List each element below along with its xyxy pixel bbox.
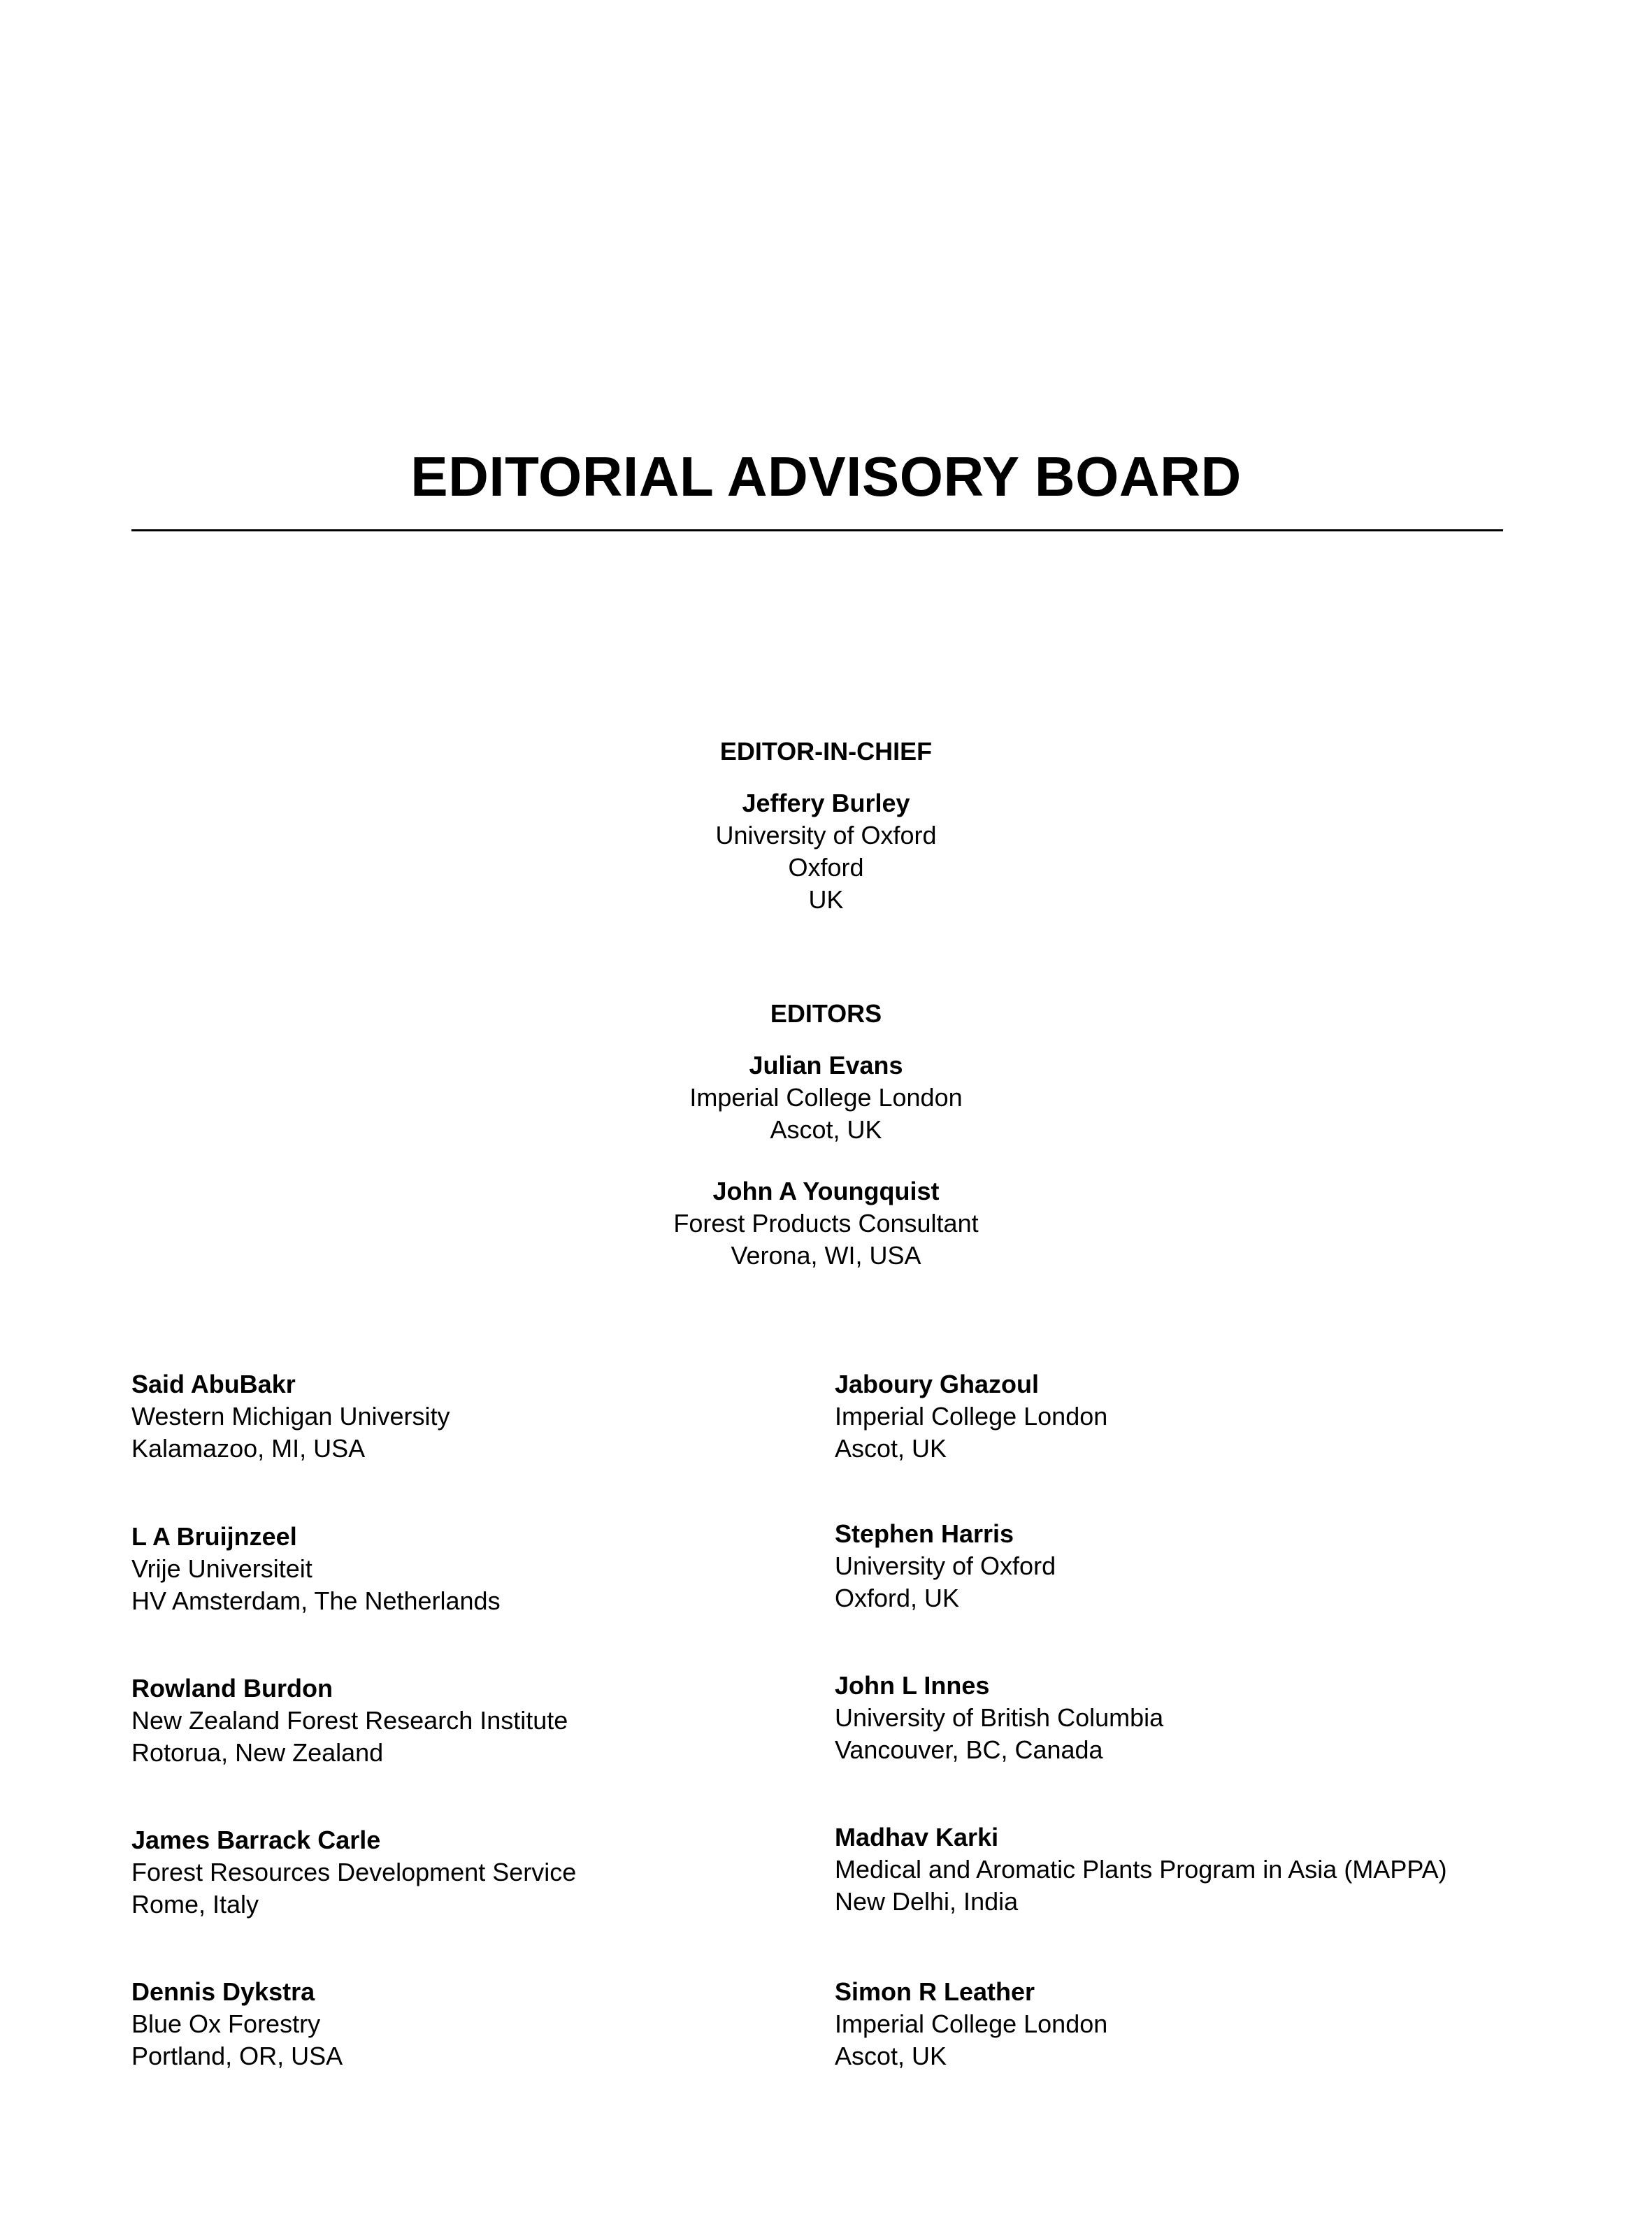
board-member-institution: Forest Resources Development Service: [131, 1858, 577, 1886]
board-member: [835, 1670, 1163, 1766]
editor-location: Ascot, UK: [770, 1115, 882, 1144]
board-member-location: Rome, Italy: [131, 1890, 259, 1919]
editor-location: Verona, WI, USA: [731, 1241, 921, 1270]
board-member-name: Jaboury Ghazoul: [835, 1370, 1040, 1398]
board-member-name: Madhav Karki: [835, 1823, 999, 1851]
board-member-name: Said AbuBakr: [131, 1370, 296, 1398]
editors-heading: EDITORS: [770, 999, 882, 1028]
editors-section: [0, 998, 1652, 1272]
title-divider: [131, 529, 1503, 531]
editor-in-chief-name: Jeffery Burley: [742, 789, 910, 817]
editor-entry: [0, 1175, 1652, 1272]
board-member-location: Oxford, UK: [835, 1584, 960, 1612]
board-member: [835, 1976, 1107, 2072]
editor-name: John A Youngquist: [712, 1177, 940, 1205]
board-member-institution: Imperial College London: [835, 1402, 1108, 1431]
board-member-institution: Blue Ox Forestry: [131, 2009, 321, 2038]
editor-in-chief-section: [0, 736, 1652, 916]
editor-in-chief-country: UK: [808, 885, 844, 914]
board-member-location: Rotorua, New Zealand: [131, 1738, 384, 1767]
board-member-name: Rowland Burdon: [131, 1674, 333, 1703]
board-member: [835, 1821, 1447, 1918]
board-member: [835, 1368, 1107, 1465]
editor-institution: Forest Products Consultant: [673, 1209, 979, 1238]
board-member-location: Ascot, UK: [835, 1434, 947, 1463]
board-member-location: Vancouver, BC, Canada: [835, 1735, 1103, 1764]
board-member-institution: University of Oxford: [835, 1551, 1056, 1580]
board-member-name: John L Innes: [835, 1671, 990, 1700]
board-member-name: Dennis Dykstra: [131, 1977, 315, 2006]
board-member: [835, 1518, 1056, 1614]
board-member-name: James Barrack Carle: [131, 1826, 381, 1854]
board-member-location: Kalamazoo, MI, USA: [131, 1434, 366, 1463]
board-member-institution: Medical and Aromatic Plants Program in Asia (MAPPA): [835, 1855, 1447, 1884]
editor-in-chief-institution: University of Oxford: [715, 821, 937, 850]
board-member-institution: New Zealand Forest Research Institute: [131, 1706, 568, 1735]
board-member-location: New Delhi, India: [835, 1887, 1019, 1916]
editor-name: Julian Evans: [749, 1051, 903, 1080]
board-member-location: Portland, OR, USA: [131, 2042, 343, 2070]
editor-entry: [0, 1049, 1652, 1146]
board-member-institution: Imperial College London: [835, 2009, 1108, 2038]
board-member: [131, 1368, 450, 1465]
editor-in-chief-entry: [0, 787, 1652, 916]
board-left-column: [131, 1368, 831, 2070]
board-member: [131, 1976, 343, 2072]
board-member: [131, 1521, 501, 1617]
board-member-institution: Vrije Universiteit: [131, 1554, 313, 1583]
editor-in-chief-heading: EDITOR-IN-CHIEF: [719, 737, 933, 766]
board-member: [131, 1672, 568, 1769]
editor-institution: Imperial College London: [689, 1083, 963, 1112]
board-member-institution: University of British Columbia: [835, 1703, 1164, 1732]
board-member-name: L A Bruijnzeel: [131, 1522, 297, 1551]
board-right-column: [835, 1368, 1534, 2070]
board-member-name: Stephen Harris: [835, 1519, 1014, 1548]
board-member-location: HV Amsterdam, The Netherlands: [131, 1586, 501, 1615]
board-member-location: Ascot, UK: [835, 2042, 947, 2070]
board-member-institution: Western Michigan University: [131, 1402, 450, 1431]
page-title: EDITORIAL ADVISORY BOARD: [410, 445, 1242, 508]
board-member: [131, 1824, 576, 1921]
board-member-name: Simon R Leather: [835, 1977, 1035, 2006]
editor-in-chief-city: Oxford: [788, 853, 864, 882]
